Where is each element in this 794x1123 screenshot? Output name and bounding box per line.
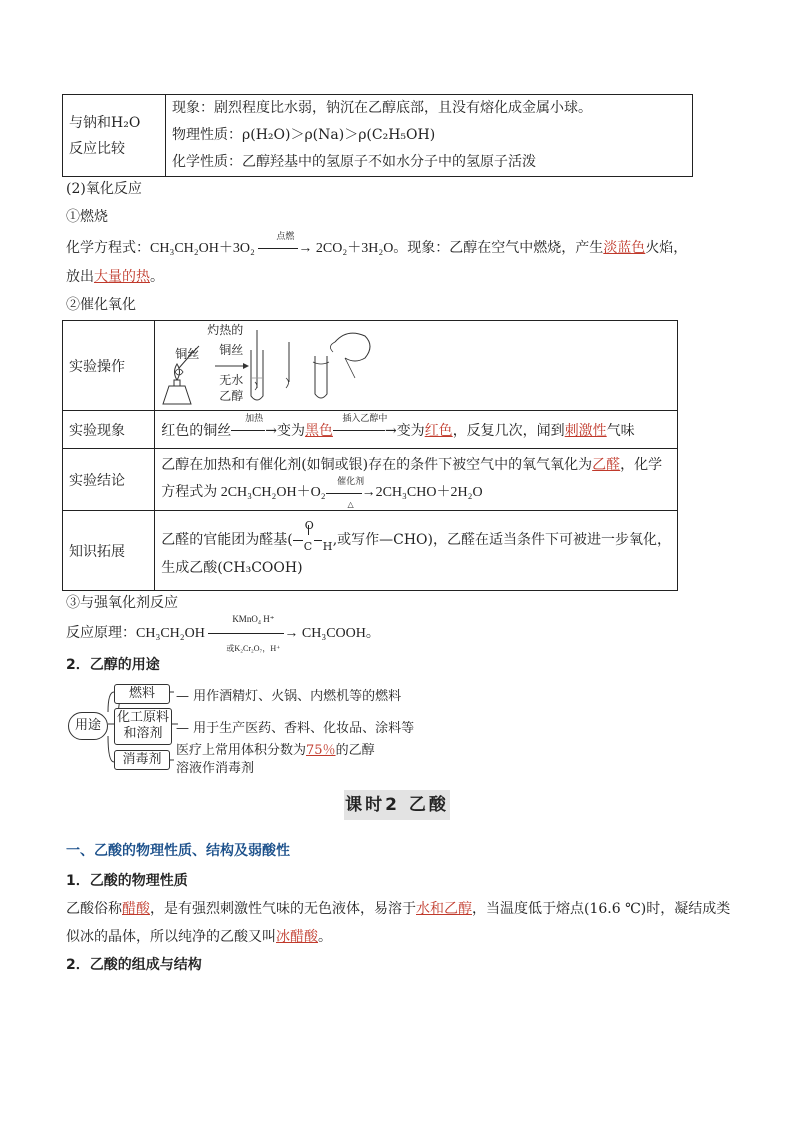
removed-wire-icon bbox=[286, 342, 289, 388]
row3-line1-b: ，化学 bbox=[620, 457, 663, 474]
disinfect-desc-b: 的乙醇 bbox=[335, 743, 375, 758]
table1-physical: 物理性质：ρ(H₂O)＞ρ(Na)＞ρ(C₂H₅OH) bbox=[172, 127, 436, 143]
burning-line2-suffix: 。 bbox=[150, 269, 164, 285]
burning-heat: 大量的热 bbox=[94, 269, 150, 285]
label-hot-copper-2: 铜丝 bbox=[219, 343, 244, 357]
chemical-box bbox=[114, 708, 172, 745]
acetic-water-ethanol: 水和乙醇 bbox=[416, 901, 472, 917]
strong-arrow: KMnO₄ H⁺ → 或K₂Cr₂O₇，H⁺ bbox=[208, 626, 298, 642]
strong-oxidant-equation bbox=[66, 613, 380, 653]
insert-arrow: 插入乙醇中 → bbox=[333, 423, 397, 439]
row2-odor: 气味 bbox=[606, 422, 635, 439]
row4-content bbox=[155, 511, 678, 591]
label-hot-copper bbox=[207, 323, 243, 337]
chemical-desc: — 用于生产医药、香料、化妆品、涂料等 bbox=[176, 721, 415, 736]
burning-arrow: 点燃 → bbox=[258, 241, 312, 257]
row2-irritating: 刺激性 bbox=[564, 422, 607, 439]
burning-line2 bbox=[66, 266, 164, 286]
table1-phenomenon: 现象：剧烈程度比水弱，钠沉在乙醇底部，且没有熔化成金属小球。 bbox=[172, 100, 592, 116]
chemical-desc-text: 用于生产医药、香料、化妆品、涂料等 bbox=[193, 721, 415, 736]
row2-red: 红色 bbox=[424, 422, 453, 439]
row2-red-copper: 红色的铜丝 bbox=[161, 422, 232, 439]
burning-line2-prefix: 放出 bbox=[66, 269, 94, 285]
uses-center-label: 用途 bbox=[74, 718, 101, 733]
label-anhydrous: 无水 bbox=[219, 373, 244, 387]
acetic-vinegar: 醋酸 bbox=[122, 901, 150, 917]
row1-diagram-cell bbox=[155, 321, 678, 411]
burning-eq-suffix: 2CO₂＋3H₂O。现象：乙醇在空气中燃烧，产生 bbox=[315, 241, 604, 256]
row2-becomes-1: 变为 bbox=[276, 422, 305, 439]
row2-repeat: ，反复几次，闻到 bbox=[452, 422, 565, 439]
experiment-diagram bbox=[155, 322, 415, 410]
row2-black: 黑色 bbox=[304, 422, 333, 439]
uses-center-oval bbox=[68, 712, 108, 740]
catalyst-arrow: 催化剂 → △ bbox=[326, 479, 376, 507]
group-carbon: C bbox=[303, 539, 313, 553]
disinfect-desc-c: 溶液作消毒剂 bbox=[176, 761, 255, 776]
uses-diagram bbox=[68, 680, 488, 780]
row4-line1-b: ,或写作—CHO)，乙醛在适当条件下可被进一步氧化， bbox=[332, 531, 671, 548]
disinfect-desc-a: 医疗上常用体积分数为 bbox=[176, 743, 307, 758]
table1-content-cell bbox=[166, 95, 693, 177]
label-hot-copper-line1: 灼热的 bbox=[207, 323, 244, 337]
label-ethanol: 乙醇 bbox=[219, 389, 244, 403]
table1-label-cell bbox=[63, 95, 166, 177]
acetic-line2-b: 。 bbox=[318, 929, 332, 945]
burning-equation bbox=[66, 230, 688, 257]
acetic-section-heading: 一、乙酸的物理性质、结构及弱酸性 bbox=[66, 843, 290, 859]
insert-condition: 插入乙醇中 bbox=[342, 413, 388, 424]
acetic-line2-a: 似冰的晶体，所以纯净的乙酸又叫 bbox=[66, 929, 276, 945]
acetic-phys-heading: 1．乙酸的物理性质 bbox=[66, 873, 188, 889]
fuel-label: 燃料 bbox=[128, 686, 155, 701]
row2-label: 实验现象 bbox=[63, 411, 155, 449]
disinfect-desc bbox=[176, 742, 375, 778]
strong-cond-top: KMnO₄ H⁺ bbox=[232, 613, 275, 624]
row2-content bbox=[155, 411, 678, 449]
heat-symbol: △ bbox=[347, 500, 354, 510]
row3-line1-a: 乙醇在加热和有催化剂(如铜或银)存在的条件下被空气中的氧气氧化为 bbox=[161, 457, 593, 474]
catalyst-condition: 催化剂 bbox=[337, 476, 365, 487]
catalytic-heading: ②催化氧化 bbox=[66, 297, 136, 313]
acetic-line2 bbox=[66, 926, 332, 946]
chemical-label-1: 化工原料 bbox=[116, 710, 169, 725]
heat-arrow: 加热 → bbox=[231, 423, 277, 439]
row4-line2: 生成乙酸(CH₃COOH) bbox=[161, 559, 303, 576]
strong-eq-suffix: CH₃COOH。 bbox=[301, 626, 380, 641]
acetic-line1-b: ，是有强烈刺激性气味的无色液体，易溶于 bbox=[150, 901, 416, 917]
disinfect-label: 消毒剂 bbox=[122, 752, 162, 767]
row2-becomes-2: 变为 bbox=[396, 422, 425, 439]
group-hydrogen: H bbox=[322, 539, 333, 553]
strong-oxidant-heading: ③与强氧化剂反应 bbox=[66, 595, 178, 611]
strong-cond-bottom: 或K₂Cr₂O₇，H⁺ bbox=[226, 643, 281, 653]
burning-eq-prefix: 化学方程式：CH₃CH₂OH＋3O₂ bbox=[66, 241, 255, 256]
row3-line2-b: 2CH₃CHO＋2H₂O bbox=[375, 485, 483, 501]
row3-line2-a: 方程式为 2CH₃CH₂OH＋O₂ bbox=[161, 485, 326, 501]
chemical-label-2: 和溶剂 bbox=[123, 726, 163, 741]
fuel-desc: — 用作酒精灯、火锅、内燃机等的燃料 bbox=[176, 689, 402, 704]
disinfect-box bbox=[114, 750, 170, 770]
label-copper: 铜丝 bbox=[175, 347, 200, 361]
lesson-title: 课时2 乙酸 bbox=[344, 790, 450, 820]
aldehyde-group-structure bbox=[293, 518, 333, 553]
table1-label-line1: 与钠和H₂O bbox=[69, 114, 141, 131]
disinfect-percent: 75％ bbox=[306, 743, 336, 758]
oxidation-heading: (2)氧化反应 bbox=[66, 181, 142, 197]
test-tube-icon bbox=[251, 330, 263, 400]
heat-condition: 加热 bbox=[245, 413, 264, 424]
catalytic-oxidation-table bbox=[62, 320, 678, 591]
acetic-struct-heading: 2．乙酸的组成与结构 bbox=[66, 957, 202, 973]
row4-label: 知识拓展 bbox=[63, 511, 155, 591]
fuel-desc-text: 用作酒精灯、火锅、内燃机等的燃料 bbox=[193, 689, 402, 704]
acetic-line1 bbox=[66, 898, 730, 918]
table1-label-line2: 反应比较 bbox=[69, 140, 125, 157]
fuel-box bbox=[114, 684, 170, 704]
acetic-line1-a: 乙酸俗称 bbox=[66, 901, 122, 917]
acetic-glacial: 冰醋酸 bbox=[276, 929, 318, 945]
row3-label: 实验结论 bbox=[63, 449, 155, 511]
row1-label: 实验操作 bbox=[63, 321, 155, 411]
row3-line1 bbox=[161, 451, 671, 479]
sodium-comparison-table bbox=[62, 94, 693, 177]
row4-line1 bbox=[161, 520, 671, 554]
row4-line1-a: 乙醛的官能团为醛基( bbox=[161, 531, 293, 548]
table1-chemical: 化学性质：乙醇羟基中的氢原子不如水分子中的氢原子活泼 bbox=[172, 154, 536, 170]
uses-heading: 2．乙醇的用途 bbox=[66, 657, 160, 673]
burning-flame-color: 淡蓝色 bbox=[603, 241, 646, 256]
smelling-person-icon bbox=[313, 333, 370, 398]
row3-content bbox=[155, 449, 678, 511]
row3-aldehyde: 乙醛 bbox=[592, 457, 621, 474]
row3-line2 bbox=[161, 476, 671, 510]
strong-eq-prefix: 反应原理：CH₃CH₂OH bbox=[66, 626, 205, 641]
group-oxygen: O bbox=[304, 518, 314, 532]
acetic-line1-c: ，当温度低于熔点(16.6 ℃)时，凝结成类 bbox=[472, 901, 731, 917]
burning-heading: ①燃烧 bbox=[66, 209, 108, 225]
burning-eq-tail: 火焰， bbox=[645, 241, 688, 256]
burning-condition: 点燃 bbox=[276, 230, 295, 241]
